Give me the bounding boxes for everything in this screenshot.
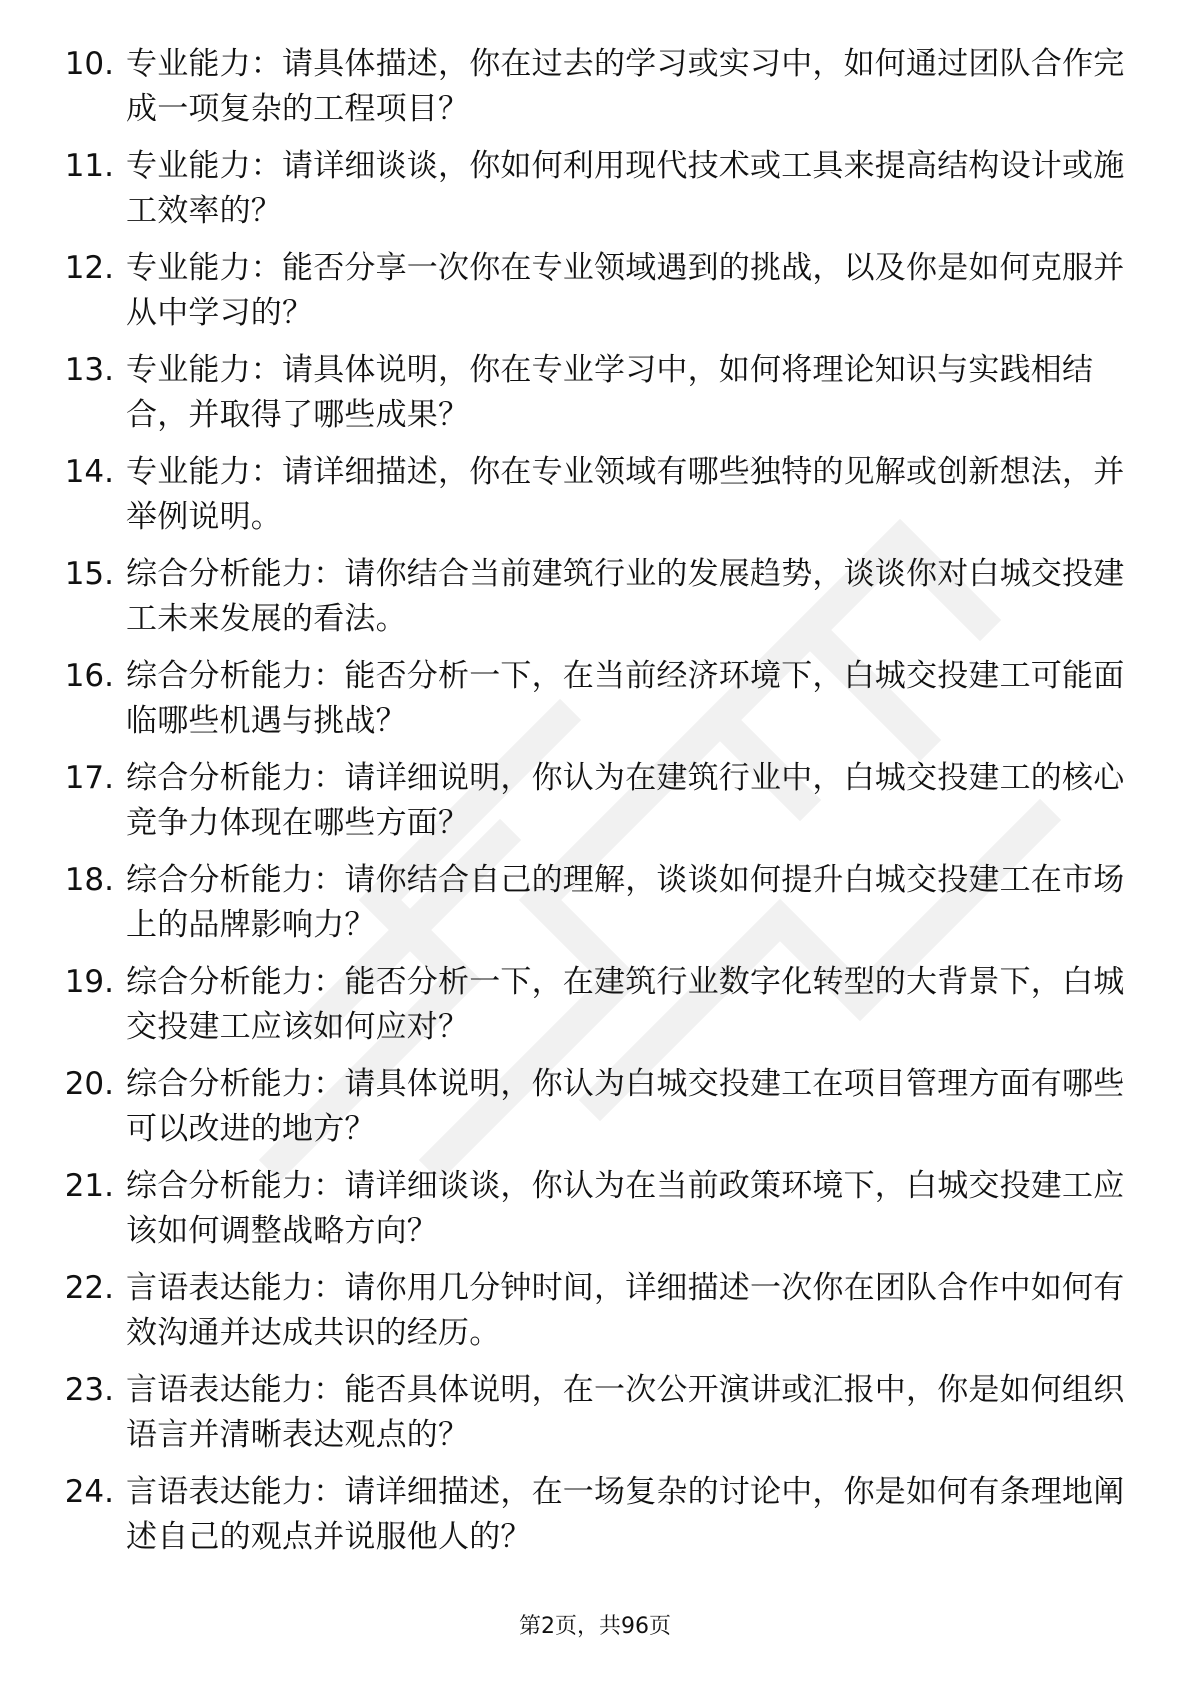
question-number: 13. bbox=[64, 352, 114, 388]
question-item bbox=[0, 1266, 1190, 1368]
question-item bbox=[0, 42, 1190, 144]
question-item bbox=[0, 654, 1190, 756]
question-item bbox=[0, 1164, 1190, 1266]
question-text: 综合分析能力：请详细谈谈，你认为在当前政策环境下，白城交投建工应该如何调整战略方向？ bbox=[126, 1168, 1125, 1249]
question-text: 综合分析能力：能否分析一下，在当前经济环境下，白城交投建工可能面临哪些机遇与挑战？ bbox=[126, 658, 1125, 739]
question-number: 14. bbox=[64, 454, 114, 490]
question-item bbox=[0, 450, 1190, 552]
question-item bbox=[0, 348, 1190, 450]
question-number: 17. bbox=[64, 760, 114, 796]
question-number: 12. bbox=[64, 250, 114, 286]
question-item bbox=[0, 1470, 1190, 1572]
question-number: 19. bbox=[64, 964, 114, 1000]
question-text: 综合分析能力：能否分析一下，在建筑行业数字化转型的大背景下，白城交投建工应该如何应对？ bbox=[126, 964, 1125, 1045]
question-text: 综合分析能力：请具体说明，你认为白城交投建工在项目管理方面有哪些可以改进的地方？ bbox=[126, 1066, 1125, 1147]
question-number: 24. bbox=[64, 1474, 114, 1510]
question-text: 言语表达能力：能否具体说明，在一次公开演讲或汇报中，你是如何组织语言并清晰表达观点的？ bbox=[126, 1372, 1125, 1453]
question-text: 综合分析能力：请你结合当前建筑行业的发展趋势，谈谈你对白城交投建工未来发展的看法。 bbox=[126, 556, 1125, 637]
question-list bbox=[0, 42, 1190, 1572]
question-item bbox=[0, 858, 1190, 960]
question-item bbox=[0, 552, 1190, 654]
question-item bbox=[0, 1062, 1190, 1164]
question-number: 23. bbox=[64, 1372, 114, 1408]
question-number: 20. bbox=[64, 1066, 114, 1102]
question-text: 专业能力：请具体说明，你在专业学习中，如何将理论知识与实践相结合，并取得了哪些成果？ bbox=[126, 352, 1094, 433]
question-item bbox=[0, 756, 1190, 858]
question-number: 22. bbox=[64, 1270, 114, 1306]
question-text: 言语表达能力：请你用几分钟时间，详细描述一次你在团队合作中如何有效沟通并达成共识的经历。 bbox=[126, 1270, 1125, 1351]
question-text: 言语表达能力：请详细描述，在一场复杂的讨论中，你是如何有条理地阐述自己的观点并说服他人的？ bbox=[126, 1474, 1125, 1555]
question-item bbox=[0, 960, 1190, 1062]
question-text: 综合分析能力：请详细说明，你认为在建筑行业中，白城交投建工的核心竞争力体现在哪些方面？ bbox=[126, 760, 1125, 841]
question-number: 10. bbox=[64, 46, 114, 82]
question-number: 18. bbox=[64, 862, 114, 898]
question-number: 15. bbox=[64, 556, 114, 592]
question-text: 专业能力：请详细描述，你在专业领域有哪些独特的见解或创新想法，并举例说明。 bbox=[126, 454, 1125, 535]
question-text: 专业能力：请详细谈谈，你如何利用现代技术或工具来提高结构设计或施工效率的？ bbox=[126, 148, 1125, 229]
question-text: 专业能力：能否分享一次你在专业领域遇到的挑战，以及你是如何克服并从中学习的？ bbox=[126, 250, 1125, 331]
page-number-footer: 第2页，共96页 bbox=[519, 1614, 671, 1639]
question-item bbox=[0, 1368, 1190, 1470]
question-text: 综合分析能力：请你结合自己的理解，谈谈如何提升白城交投建工在市场上的品牌影响力？ bbox=[126, 862, 1125, 943]
question-number: 11. bbox=[64, 148, 114, 184]
question-item bbox=[0, 246, 1190, 348]
question-number: 21. bbox=[64, 1168, 114, 1204]
question-number: 16. bbox=[64, 658, 114, 694]
question-text: 专业能力：请具体描述，你在过去的学习或实习中，如何通过团队合作完成一项复杂的工程项目？ bbox=[126, 46, 1125, 127]
question-item bbox=[0, 144, 1190, 246]
